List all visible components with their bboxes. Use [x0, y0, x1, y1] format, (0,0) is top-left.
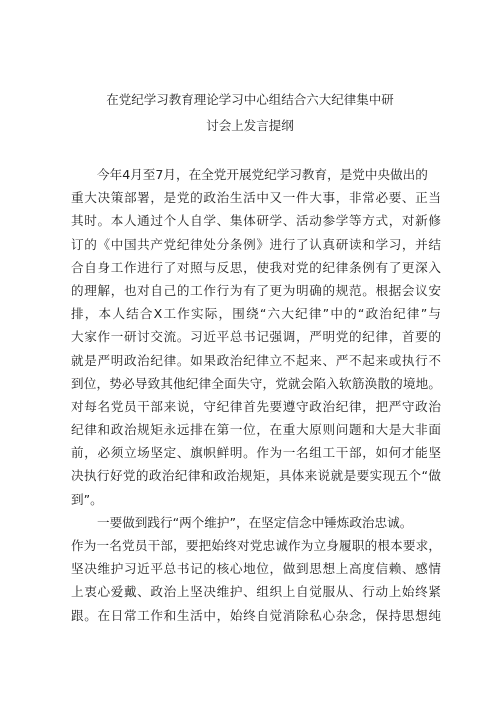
body-line: 作为一名党员干部，要把始终对党忠诚作为立身履职的根本要求，: [71, 538, 441, 553]
body-line: 合自身工作进行了对照与反思，使我对党的纪律条例有了更深入: [71, 259, 441, 275]
body-line: 就是严明政治纪律。如果政治纪律立不起来、严不起来或执行不: [71, 352, 441, 368]
body-line: 订的《中国共产党纪律处分条例》进行了认真研读和学习，并结: [71, 236, 441, 252]
body-line: 的理解，也对自己的工作行为有了更为明确的规范。根据会议安: [71, 282, 441, 298]
body-line: 排，本人结合X工作实际，围绕“六大纪律”中的“政治纪律”与: [71, 306, 441, 322]
body-line: 上衷心爱戴、政治上坚决维护、组织上自觉服从、行动上始终紧: [71, 584, 441, 600]
body-line: 大家作一研讨交流。习近平总书记强调，严明党的纪律，首要的: [71, 329, 441, 345]
body-line: 对每名党员干部来说，守纪律首先要遵守政治纪律，把严守政治: [71, 398, 441, 414]
body-line: 决执行好党的政治纪律和政治规矩，具体来说就是要实现五个“做: [71, 468, 441, 484]
document-title-line-2: 讨会上发言提纲: [206, 118, 294, 133]
document-title-line-1: 在党纪学习教育理论学习中心组结合六大纪律集中研: [106, 92, 394, 107]
body-line: 纪律和政治规矩永远排在第一位，在重大原则问题和大是大非面: [71, 422, 441, 438]
body-line: 重大决策部署，是党的政治生活中又一件大事，非常必要、正当: [71, 190, 441, 206]
body-line: 一要做到践行“两个维护”，在坚定信念中锤炼政治忠诚。: [97, 514, 413, 530]
body-line: 到”。: [71, 491, 103, 507]
body-line: 前，必须立场坚定、旗帜鲜明。作为一名组工干部，如何才能坚: [71, 445, 441, 461]
body-line: 到位，势必导致其他纪律全面失守，党就会陷入软筋涣散的境地。: [71, 375, 441, 391]
body-line: 跟。在日常工作和生活中，始终自觉消除私心杂念，保持思想纯: [71, 607, 441, 623]
body-line: 今年4月至7月，在全党开展党纪学习教育，是党中央做出的: [97, 167, 428, 182]
body-line: 其时。本人通过个人自学、集体研学、活动参学等方式，对新修: [71, 213, 441, 229]
body-line: 坚决维护习近平总书记的核心地位，做到思想上高度信赖、感情: [71, 561, 441, 577]
document-body: [71, 163, 441, 627]
